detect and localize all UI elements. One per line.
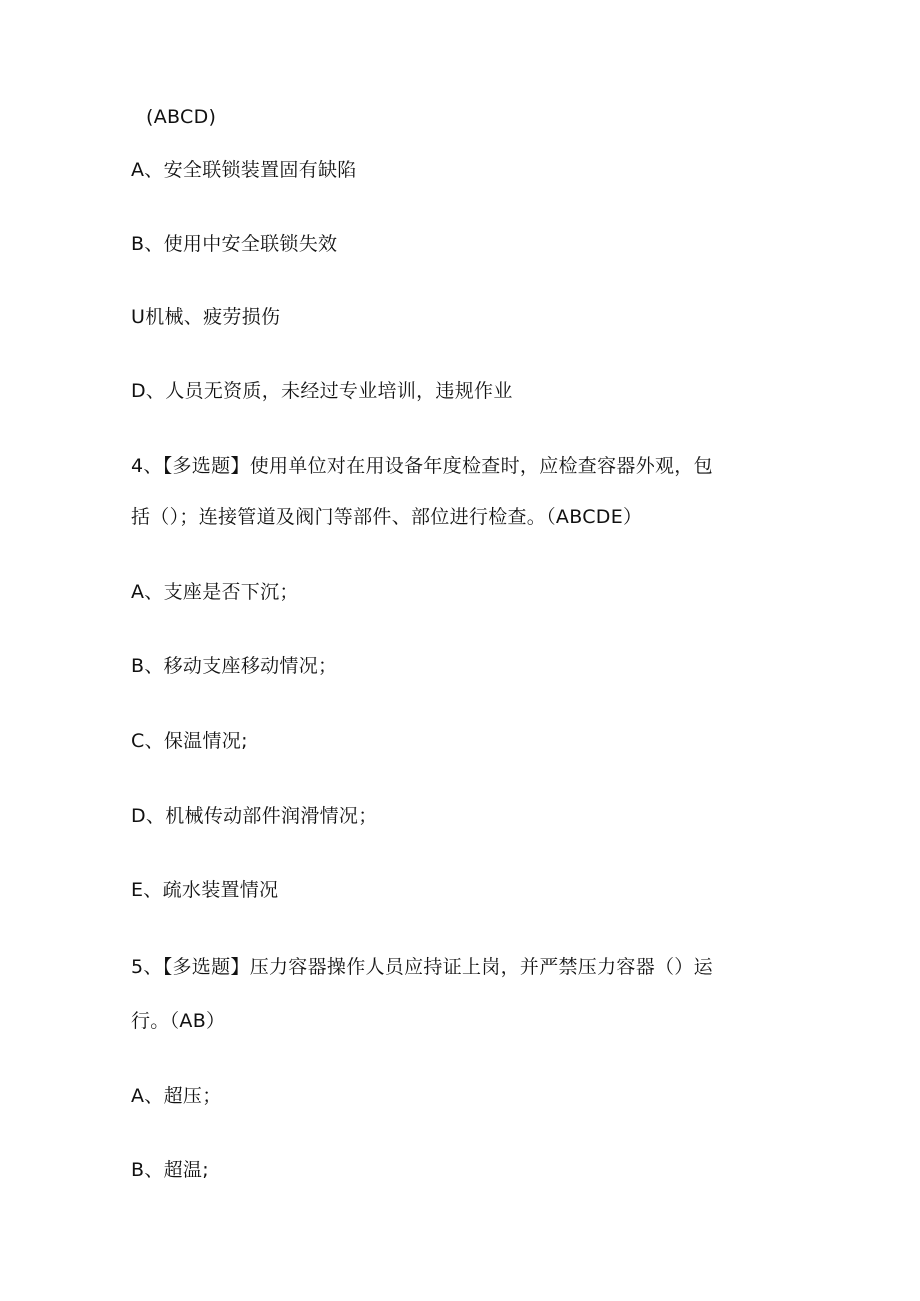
q4-option-d: D、机械传动部件润滑情况； — [131, 805, 378, 827]
q4-option-c: C、保温情况; — [131, 730, 248, 752]
q4-option-e: E、疏水装置情况 — [131, 879, 279, 901]
q3-option-d: D、人员无资质，未经过专业培训，违规作业 — [131, 380, 513, 402]
q3-option-c: U机械、疲劳损伤 — [131, 306, 281, 328]
q4-option-a: A、支座是否下沉； — [131, 581, 299, 603]
q4-question-line-2: 括（）；连接管道及阀门等部件、部位进行检查。（ABCDE） — [131, 506, 643, 528]
q5-option-b: B、超温; — [131, 1159, 209, 1181]
q3-answer: (ABCD) — [146, 106, 217, 128]
q4-question-line-1: 4、【多选题】使用单位对在用设备年度检查时，应检查容器外观，包 — [131, 455, 713, 477]
q4-option-b: B、移动支座移动情况； — [131, 655, 338, 677]
q5-option-a: A、超压； — [131, 1085, 222, 1107]
q5-question-line-2: 行。（AB） — [131, 1010, 226, 1032]
q3-option-b: B、使用中安全联锁失效 — [131, 233, 338, 255]
q5-question-line-1: 5、【多选题】压力容器操作人员应持证上岗，并严禁压力容器（）运 — [131, 956, 713, 978]
q3-option-a: A、安全联锁装置固有缺陷 — [131, 159, 357, 181]
